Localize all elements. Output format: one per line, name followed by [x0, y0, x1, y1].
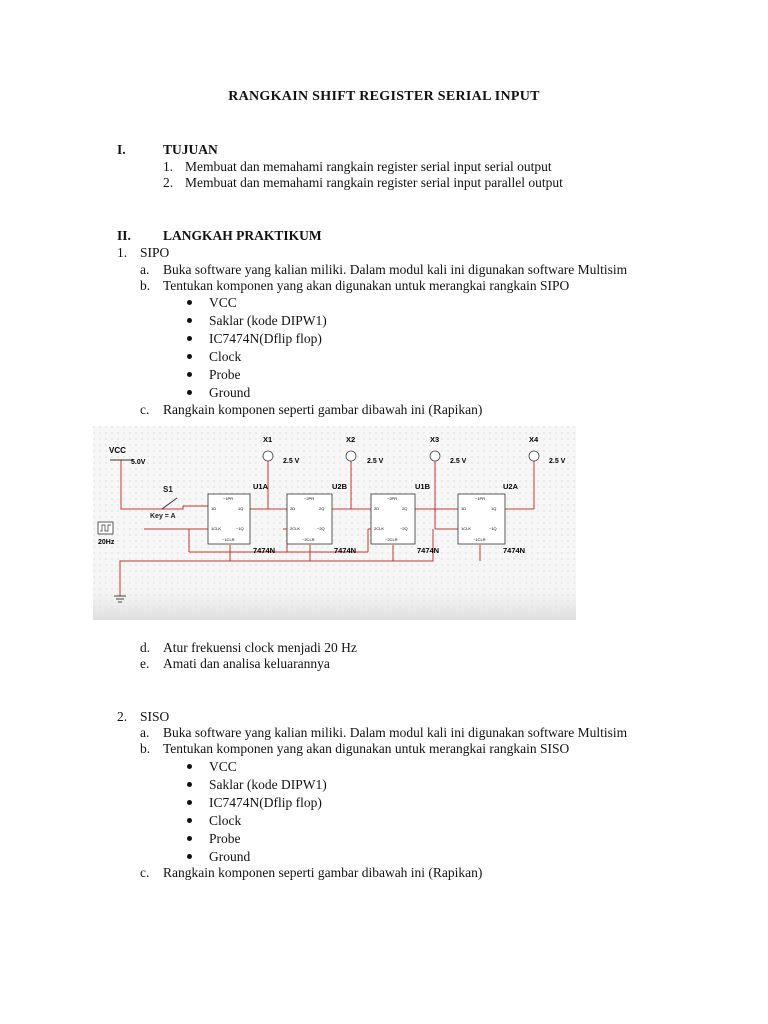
- chip-name: U2A: [503, 482, 519, 491]
- vcc-value: 5.0V: [131, 459, 146, 466]
- siso-step-b-text: Tentukan komponen yang akan digunakan untuk merangkai rangkain SISO: [163, 741, 570, 756]
- siso-step-a-text: Buka software yang kalian miliki. Dalam modul kali ini digunakan software Multisim: [163, 725, 628, 740]
- sipo-number: 1.: [117, 245, 128, 260]
- sipo-step-e-letter: e.: [140, 656, 150, 671]
- chip-pin: 2D: [290, 506, 296, 511]
- sipo-component-item: Ground: [209, 385, 251, 400]
- bullet-dot: [187, 782, 192, 787]
- bullet-dot: [187, 836, 192, 841]
- sipo-step-b-letter: b.: [140, 278, 151, 293]
- section-2-heading: LANGKAH PRAKTIKUM: [163, 228, 322, 243]
- probe-name: X2: [346, 435, 356, 444]
- probe-name: X3: [430, 435, 440, 444]
- chip-pin: ~1PR: [223, 496, 234, 501]
- probe-voltage: 2.5 V: [367, 458, 384, 465]
- chip-pin: 1D: [461, 506, 467, 511]
- siso-step-c-text: Rangkain komponen seperti gambar dibawah ini (Rapikan): [163, 865, 483, 880]
- chip-pin: ~2PR: [387, 496, 398, 501]
- probe-voltage: 2.5 V: [283, 458, 300, 465]
- chip-pin: ~1Q: [236, 526, 244, 531]
- chip-pin: ~2CLR: [302, 537, 315, 542]
- probe-voltage: 2.5 V: [549, 458, 566, 465]
- chip-pin: 2Q: [402, 506, 408, 511]
- objective-2-number: 2.: [163, 175, 174, 190]
- sipo-component-item: Saklar (kode DIPW1): [209, 313, 327, 328]
- section-1-heading: TUJUAN: [163, 142, 218, 157]
- chip-part: 7474N: [253, 546, 276, 555]
- chip-name: U1A: [253, 482, 269, 491]
- sipo-component-item: Clock: [209, 349, 242, 364]
- bullet-dot: [187, 372, 192, 377]
- chip-pin: 2Q: [319, 506, 325, 511]
- objective-2-text: Membuat dan memahami rangkain register serial input parallel output: [185, 175, 563, 190]
- chip-pin: ~2Q: [317, 526, 325, 531]
- siso-component-item: Saklar (kode DIPW1): [209, 777, 327, 792]
- bullet-dot: [187, 764, 192, 769]
- siso-component-item: Ground: [209, 849, 251, 864]
- sipo-component-item: VCC: [209, 295, 237, 310]
- sipo-label: SIPO: [140, 245, 170, 260]
- siso-component-item: Probe: [209, 831, 241, 846]
- chip-pin: ~1PR: [475, 496, 486, 501]
- siso-step-b-letter: b.: [140, 741, 151, 756]
- bullet-dot: [187, 854, 192, 859]
- chip-name: U2B: [332, 482, 348, 491]
- chip-pin: ~2Q: [400, 526, 408, 531]
- bullet-dot: [187, 354, 192, 359]
- switch-key: Key = A: [150, 513, 176, 520]
- chip-part: 7474N: [334, 546, 357, 555]
- sipo-step-e-text: Amati dan analisa keluarannya: [163, 656, 330, 671]
- sipo-step-a-letter: a.: [140, 262, 150, 277]
- bullet-dot: [187, 390, 192, 395]
- chip-pin: 1D: [211, 506, 217, 511]
- probe-name: X1: [263, 435, 273, 444]
- clock-source: [98, 521, 115, 546]
- bullet-dot: [187, 318, 192, 323]
- sipo-step-c-text: Rangkain komponen seperti gambar dibawah ini (Rapikan): [163, 402, 483, 417]
- sipo-step-c-letter: c.: [140, 402, 150, 417]
- sipo-circuit-diagram: [93, 426, 576, 620]
- siso-number: 2.: [117, 709, 128, 724]
- bullet-dot: [187, 336, 192, 341]
- section-1-number: I.: [117, 142, 126, 157]
- siso-step-c-letter: c.: [140, 865, 150, 880]
- sipo-component-item: IC7474N(Dflip flop): [209, 331, 322, 346]
- clock-frequency: 20Hz: [98, 539, 115, 546]
- sipo-step-d-text: Atur frekuensi clock menjadi 20 Hz: [163, 640, 357, 655]
- probe-voltage: 2.5 V: [450, 458, 467, 465]
- chip-pin: 1CLK: [211, 526, 222, 531]
- objective-1-number: 1.: [163, 159, 174, 174]
- sipo-step-a-text: Buka software yang kalian miliki. Dalam modul kali ini digunakan software Multisim: [163, 262, 628, 277]
- siso-component-item: VCC: [209, 759, 237, 774]
- siso-component-item: Clock: [209, 813, 242, 828]
- probe-name: X4: [529, 435, 539, 444]
- objective-1-text: Membuat dan memahami rangkain register serial input serial output: [185, 159, 552, 174]
- vcc-label: VCC: [109, 446, 126, 455]
- chip-pin: 1Q: [238, 506, 244, 511]
- document-title: RANGKAIN SHIFT REGISTER SERIAL INPUT: [228, 89, 540, 104]
- bullet-dot: [187, 300, 192, 305]
- chip-pin: ~1Q: [489, 526, 497, 531]
- chip-pin: 2D: [374, 506, 380, 511]
- siso-component-item: IC7474N(Dflip flop): [209, 795, 322, 810]
- chip-name: U1B: [415, 482, 431, 491]
- siso-label: SISO: [140, 709, 170, 724]
- chip-pin: 1CLK: [461, 526, 472, 531]
- chip-pin: 2CLK: [290, 526, 301, 531]
- bullet-dot: [187, 818, 192, 823]
- siso-step-a-letter: a.: [140, 725, 150, 740]
- section-2-number: II.: [117, 228, 131, 243]
- chip-pin: ~1CLR: [473, 537, 486, 542]
- chip-part: 7474N: [417, 546, 440, 555]
- chip-pin: ~2PR: [304, 496, 315, 501]
- chip-pin: ~2CLR: [385, 537, 398, 542]
- sipo-step-b-text: Tentukan komponen yang akan digunakan untuk merangkai rangkain SIPO: [163, 278, 570, 293]
- chip-pin: 1Q: [491, 506, 497, 511]
- bullet-dot: [187, 800, 192, 805]
- chip-part: 7474N: [503, 546, 526, 555]
- switch-label: S1: [163, 485, 173, 494]
- sipo-component-item: Probe: [209, 367, 241, 382]
- chip-pin: 2CLK: [374, 526, 385, 531]
- chip-pin: ~1CLR: [222, 537, 235, 542]
- sipo-step-d-letter: d.: [140, 640, 151, 655]
